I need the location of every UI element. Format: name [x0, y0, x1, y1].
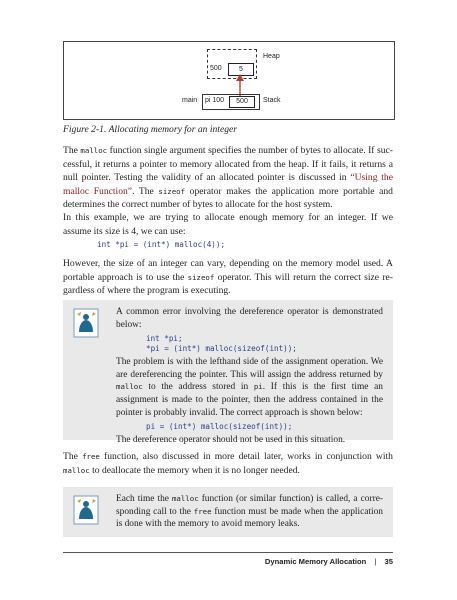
code-inline: malloc	[171, 494, 199, 503]
heap-cell: 5	[228, 63, 254, 76]
paragraph-example: In this example, we are trying to allocate enough memory for an integer. If we assume its size is 4, we can use:	[63, 212, 393, 237]
text: to the address stored in	[142, 382, 254, 393]
note-memory-leaks	[63, 487, 393, 537]
footer-separator: |	[374, 557, 377, 566]
text: The problem is with the lefthand side of the assignment operation. We are dereferencing the pointer. This will assign the address returned by	[116, 357, 383, 380]
tip-icon	[73, 308, 99, 338]
code-inline: sizeof	[187, 272, 215, 282]
text: operator makes the application more portable and determines the correct number of bytes to allocate for the host system.	[63, 185, 393, 211]
note-code-c: pi = (int*) malloc(sizeof(int));	[146, 422, 293, 432]
text: function (or similar function) is called, a corresponding call to the	[116, 494, 383, 517]
note-code-a: int *pi;	[146, 334, 183, 344]
pointer-arrow	[234, 74, 246, 96]
note-code-b: *pi = (int*) malloc(sizeof(int));	[146, 344, 297, 354]
footer-section-title: Dynamic Memory Allocation	[264, 557, 367, 566]
text: Each time the	[116, 494, 172, 504]
note-dereference-error	[63, 300, 393, 446]
text: function single argument specifies the number of bytes to allocate. If successful, it returns a pointer to memory allocated from the heap. If it fails, it returns a null pointer. Testing the validity of an allocated pointer is discussed in	[63, 145, 393, 184]
stack-cell: 500	[229, 96, 255, 108]
note-body	[116, 493, 383, 531]
note-explanation	[116, 356, 383, 419]
text: The	[63, 145, 81, 156]
code-inline: pi	[253, 382, 263, 392]
text: function, also discussed in more detail later, works in conjunction with	[99, 451, 393, 462]
footer-rule	[63, 552, 393, 553]
stack-label: Stack	[263, 97, 281, 104]
code-block-malloc-4: int *pi = (int*) malloc(4));	[97, 240, 226, 249]
text: . If this is the first time an assignment is made to the pointer, then the address contained in the pointer is probably invalid. The correct approach is shown below:	[116, 382, 383, 418]
code-inline: malloc	[63, 465, 90, 475]
note-text	[116, 493, 383, 531]
note-outro: The dereference operator should not be used in this situation.	[116, 435, 346, 446]
code-inline: free	[82, 452, 100, 461]
text: However, the size of an integer can vary, depending on the memory model used. A portable approach is to use the	[63, 258, 393, 283]
heap-label: Heap	[263, 53, 280, 60]
text: function must be made when the application is done with the memory to avoid memory leaks.	[116, 506, 383, 530]
note-intro: A common error involving the dereference operator is demonstrated below:	[116, 307, 383, 330]
tip-icon	[73, 495, 99, 525]
figure-caption: Figure 2-1. Allocating memory for an integer	[63, 124, 237, 135]
note-body	[116, 306, 383, 447]
text: to deallocate the memory when it is no longer needed.	[89, 464, 300, 476]
page-footer	[63, 557, 393, 566]
text: operator. This will return the correct size regardless of where the program is executing.	[63, 271, 393, 297]
link-using-malloc[interactable]: “Using the malloc Function”	[63, 172, 393, 197]
paragraph-free	[63, 450, 393, 477]
code-inline: sizeof	[158, 186, 186, 196]
paragraph-sizeof	[63, 257, 393, 298]
text: . The	[132, 185, 159, 197]
code-inline: free	[193, 506, 212, 516]
page-number: 35	[384, 557, 393, 566]
stack-function-label: main	[182, 97, 198, 104]
stack-variable-label: pi 100	[205, 97, 225, 104]
text: The	[63, 451, 83, 462]
paragraph-malloc-intro	[63, 144, 393, 212]
code-inline: malloc	[116, 382, 143, 392]
heap-address: 500	[210, 65, 222, 72]
figure-frame	[63, 41, 395, 120]
code-inline: malloc	[80, 146, 108, 155]
